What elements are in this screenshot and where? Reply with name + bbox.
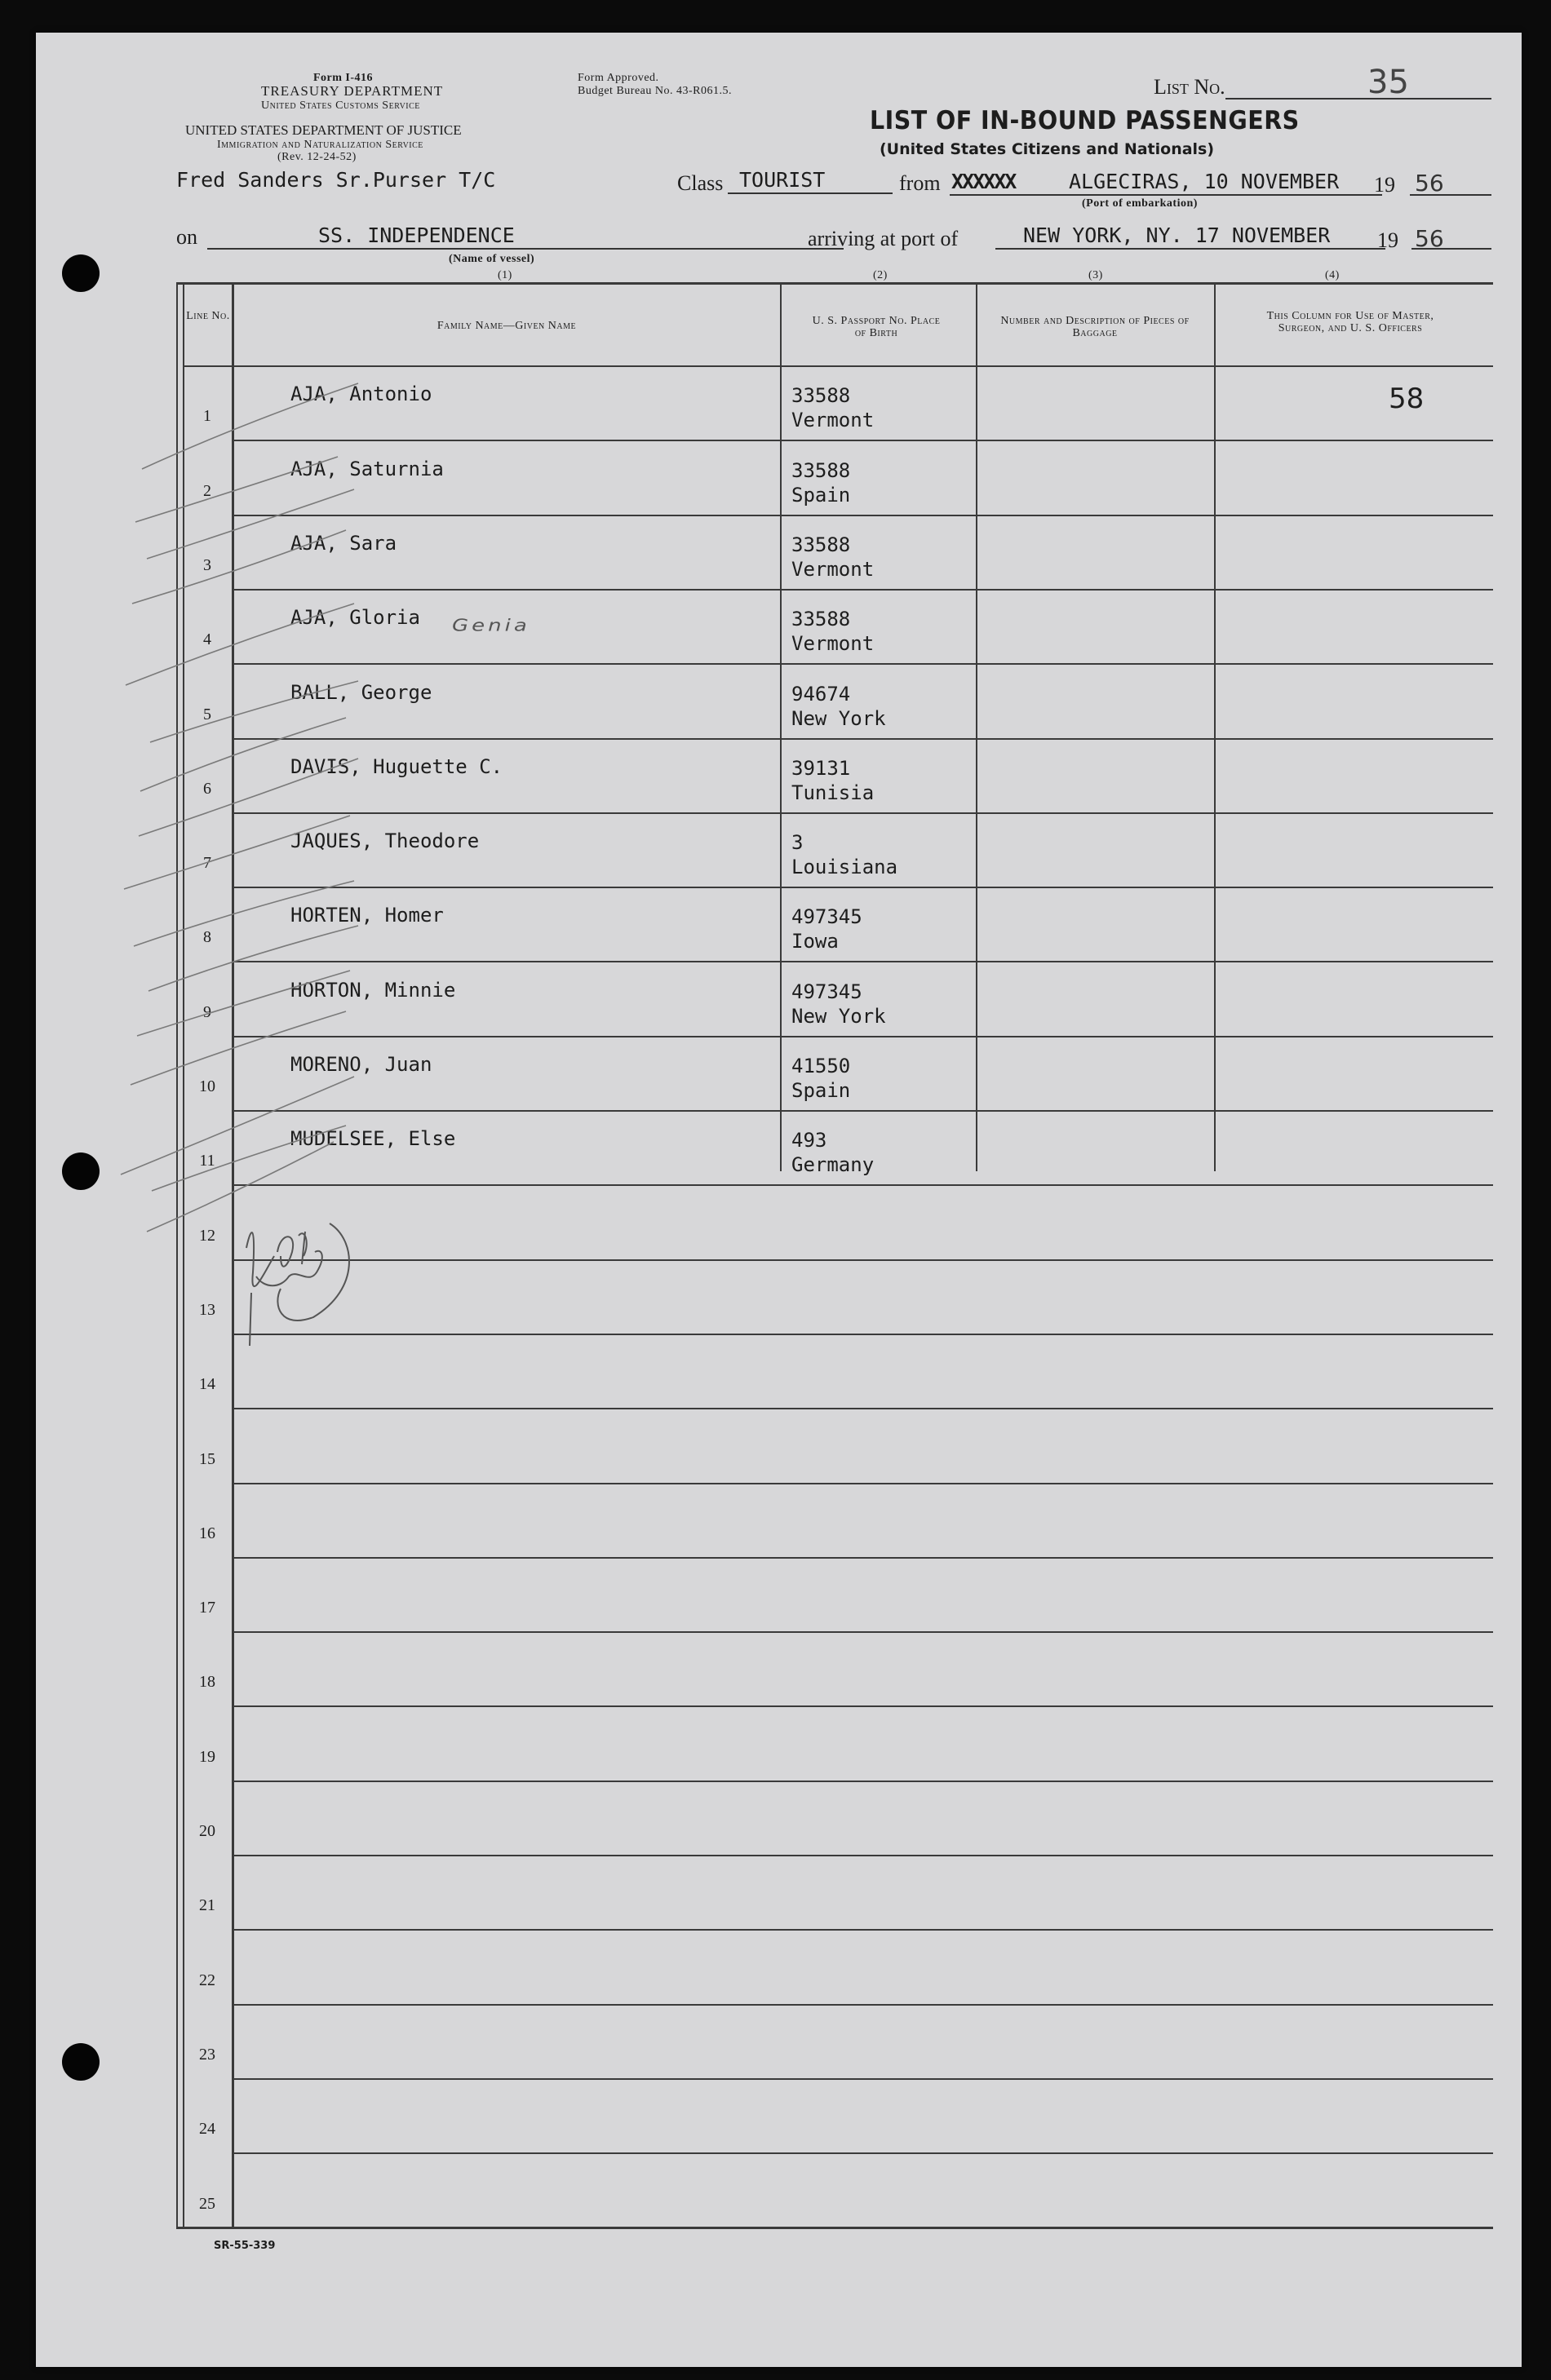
budget-bureau: Budget Bureau No. 43-R061.5. <box>578 85 732 97</box>
officers-header: This Column for Use of Master, Surgeon, and U. S. Officers <box>1266 310 1434 334</box>
row-line-number: 7 <box>203 854 211 873</box>
form-code: SR-55-339 <box>214 2240 276 2252</box>
row-passenger-name: AJA, Gloria <box>290 606 420 630</box>
row-birthplace: Spain <box>791 1079 851 1102</box>
row-passport-number: 493 <box>791 1129 827 1152</box>
arrival-year-prefix: 19 <box>1377 228 1398 252</box>
name-header: Family Name—Given Name <box>436 320 577 332</box>
row-line-number: 1 <box>203 407 211 426</box>
row-line-number: 18 <box>199 1673 215 1692</box>
row-line-number: 21 <box>199 1896 215 1915</box>
row-birthplace: Germany <box>791 1153 875 1177</box>
row-birthplace: Louisiana <box>791 856 898 879</box>
vessel-caption: (Name of vessel) <box>449 253 535 265</box>
row-birthplace: Vermont <box>791 632 875 656</box>
row-line-number: 10 <box>199 1077 215 1095</box>
row-line-number: 4 <box>203 630 211 649</box>
from-value: ALGECIRAS, 10 NOVEMBER <box>1069 170 1340 193</box>
row-birthplace: Iowa <box>791 930 839 953</box>
column-number-1: (1) <box>498 269 512 281</box>
department-of-justice: UNITED STATES DEPARTMENT OF JUSTICE <box>185 122 462 138</box>
row-birthplace: New York <box>791 1004 886 1028</box>
row-passenger-name: MORENO, Juan <box>290 1053 432 1076</box>
row-birthplace: Vermont <box>791 557 875 581</box>
treasury-department: TREASURY DEPARTMENT <box>261 83 444 99</box>
row-birthplace: New York <box>791 706 886 730</box>
customs-service: United States Customs Service <box>261 100 420 112</box>
row-line-number: 17 <box>199 1599 215 1617</box>
row-line-number: 3 <box>203 555 211 574</box>
row-line-number: 5 <box>203 705 211 723</box>
row-passenger-name: JAQUES, Theodore <box>290 829 480 853</box>
from-year: 56 <box>1415 170 1444 197</box>
row-passport-number: 94674 <box>791 682 851 706</box>
form-approved: Form Approved. <box>578 72 659 84</box>
line-no-header: Line No. <box>186 310 230 322</box>
row-line-number: 12 <box>199 1226 215 1245</box>
page-title: LIST OF IN-BOUND PASSENGERS <box>870 106 1300 135</box>
row-line-number: 25 <box>199 2194 215 2213</box>
row-passport-number: 33588 <box>791 533 851 556</box>
row-passenger-name: HORTON, Minnie <box>290 978 456 1002</box>
row-passport-number: 33588 <box>791 458 851 482</box>
class-value: TOURIST <box>739 168 826 192</box>
port-caption: (Port of embarkation) <box>1082 197 1198 210</box>
row-passport-number: 39131 <box>791 756 851 780</box>
row-line-number: 9 <box>203 1002 211 1021</box>
row-passport-number: 497345 <box>791 905 862 929</box>
row-line-number: 16 <box>199 1524 215 1542</box>
row-line-number: 13 <box>199 1300 215 1319</box>
row-line-number: 6 <box>203 779 211 798</box>
row-officer-note: 58 <box>1389 383 1425 416</box>
arriving-label: arriving at port of <box>808 227 959 250</box>
row-passport-number: 3 <box>791 831 804 855</box>
row-line-number: 14 <box>199 1375 215 1394</box>
row-line-number: 23 <box>199 2045 215 2064</box>
baggage-header: Number and Description of Pieces of Baggage <box>1000 315 1190 339</box>
from-label: from <box>899 171 941 195</box>
row-passport-number: 33588 <box>791 384 851 408</box>
row-line-number: 24 <box>199 2120 215 2139</box>
form-revision: (Rev. 12-24-52) <box>277 151 357 163</box>
row-line-number: 20 <box>199 1822 215 1840</box>
column-number-3: (3) <box>1088 269 1103 281</box>
list-no-label: List No. <box>1154 75 1225 99</box>
from-year-prefix: 19 <box>1374 173 1395 197</box>
purser-name: Fred Sanders Sr.Purser T/C <box>176 168 496 192</box>
row-passenger-name: AJA, Antonio <box>290 383 432 406</box>
gloria-handwritten-note: Genia <box>452 616 530 635</box>
list-no-value: 35 <box>1367 64 1409 101</box>
row-birthplace: Vermont <box>791 409 875 432</box>
row-passenger-name: HORTEN, Homer <box>290 904 444 927</box>
row-passport-number: 33588 <box>791 608 851 631</box>
row-passport-number: 497345 <box>791 980 862 1003</box>
row-passport-number: 41550 <box>791 1055 851 1077</box>
form-number: Form I-416 <box>313 72 374 84</box>
on-label: on <box>176 225 197 249</box>
column-number-2: (2) <box>873 269 888 281</box>
arrival-value: NEW YORK, NY. 17 NOVEMBER <box>1023 223 1331 247</box>
row-passenger-name: DAVIS, Huguette C. <box>290 754 503 778</box>
row-line-number: 8 <box>203 928 211 947</box>
scribble-signature <box>246 1223 349 1346</box>
row-birthplace: Tunisia <box>791 781 875 804</box>
row-passenger-name: AJA, Sara <box>290 531 397 555</box>
row-passenger-name: MUDELSEE, Else <box>290 1127 456 1151</box>
row-line-number: 11 <box>199 1152 215 1170</box>
vessel-name: SS. INDEPENDENCE <box>318 223 515 247</box>
column-number-4: (4) <box>1325 269 1340 281</box>
row-line-number: 2 <box>203 481 211 500</box>
immigration-service: Immigration and Naturalization Service <box>217 139 423 151</box>
from-struck-text: XXXXXX <box>951 170 1016 193</box>
passport-header: U. S. Passport No. Place of Birth <box>812 315 941 339</box>
row-line-number: 15 <box>199 1449 215 1468</box>
arrival-year: 56 <box>1415 225 1444 252</box>
class-label: Class <box>677 171 724 195</box>
row-passenger-name: BALL, George <box>290 680 432 704</box>
row-line-number: 19 <box>199 1747 215 1766</box>
tally-marks <box>36 33 1522 2367</box>
row-line-number: 22 <box>199 1971 215 1989</box>
row-birthplace: Spain <box>791 483 851 507</box>
manifest-page <box>36 33 1522 2367</box>
page-subtitle: (United States Citizens and Nationals) <box>880 140 1215 158</box>
row-passenger-name: AJA, Saturnia <box>290 457 444 480</box>
